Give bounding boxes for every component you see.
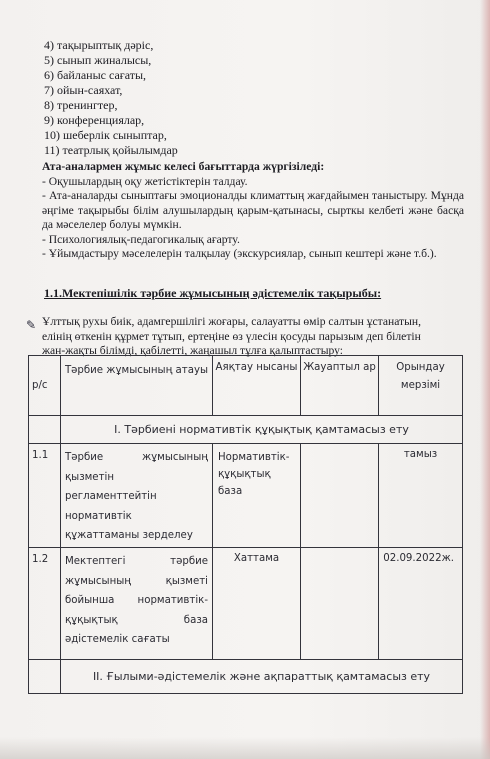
activity-line: әдістемелік сағаты [65, 634, 170, 645]
section-row [29, 660, 463, 694]
header-deadline: Орындау мерзімі [379, 356, 463, 416]
intro-line-1: Ұлттық рухы биік, адамгершілігі жоғары, салауатты өмір салтын ұстанатын, [42, 315, 422, 328]
header-activity: Тәрбие жұмысының атауы [61, 356, 213, 416]
parents-heading: Ата-аналармен жұмыс келесі бағыттарда жүргізіледі: [42, 160, 325, 173]
activity-line: нормативтік [65, 510, 132, 522]
pencil-bullet-icon: ✎ [26, 318, 37, 332]
header-responsible: Жауаптыл ар [301, 356, 379, 416]
list-item: 4) тақырыптық дәріс, [44, 38, 154, 52]
activity-line: құқықтық база [65, 614, 208, 626]
row-responsible [301, 444, 379, 548]
table-header-row [29, 356, 463, 416]
parents-item-1: - Оқушылардың оқу жетістіктерін талдау. [42, 175, 248, 188]
activity-line: қызметін [65, 471, 114, 483]
plan-table [28, 355, 463, 694]
intro-line-3: жан-жақты білімді, қабілетті, жаңашыл тұлға қалыптастыру: [42, 344, 344, 357]
list-item: 5) сынып жиналысы, [44, 53, 152, 67]
header-num: р/с [29, 356, 61, 416]
row-deadline: тамыз [379, 444, 463, 548]
section-spacer-cell [29, 416, 61, 444]
row-form: Хаттама [213, 548, 301, 660]
section-1-title: I. Тәрбиені нормативтік құқықтық қамтамасыз ету [61, 416, 463, 444]
section-spacer-cell [29, 660, 61, 694]
list-item: 9) конференциялар, [44, 113, 145, 127]
row-responsible [301, 548, 379, 660]
section-row [29, 416, 463, 444]
forms-list [44, 38, 178, 158]
row-activity [61, 548, 213, 660]
row-form: Нормативтік-құқықтық база [213, 444, 301, 548]
methodical-topic-text [42, 315, 462, 359]
activity-line: Мектептегі тәрбие [65, 556, 208, 567]
row-num: 1.2 [29, 548, 61, 660]
row-activity [61, 444, 213, 548]
parents-item-2: - Ата-аналарды сыныптағы эмоционалды климаттың жағдайымен таныстыру. Мұнда әңгіме тақырыбы білім алушылардың қарым-қатынасы, сырткы келбеті және басқа да мәселелер болуы мүмкін. [42, 189, 464, 231]
list-item: 6) байланыс сағаты, [44, 68, 147, 82]
parents-item-4: - Ұйымдастыру мәселелерін талқылау (экскурсиялар, сынып кештері және т.б.). [42, 247, 437, 260]
list-item: 10) шеберлік сыныптар, [44, 128, 167, 142]
parents-item-3: - Психологиялық-педагогикалық ағарту. [42, 233, 240, 246]
list-item: 7) ойын-саяхат, [44, 83, 123, 97]
activity-line: жұмысының қызметі [65, 575, 208, 587]
activity-line: регламенттейтін [65, 491, 157, 502]
activity-line: Тәрбие жұмысының [65, 452, 208, 463]
row-num: 1.1 [29, 444, 61, 548]
section-2-title: II. Ғылыми-әдістемелік және ақпараттық қамтамасыз ету [61, 660, 463, 694]
intro-line-2: елінің өткенін құрмет тұтып, ертеңіне өз үлесін қосуды парызым деп білетін [42, 329, 421, 343]
page-bottom-shadow [0, 737, 490, 759]
header-form: Аяқтау нысаны [213, 356, 301, 416]
page-edge-shadow [480, 0, 490, 759]
row-deadline: 02.09.2022ж. [379, 548, 463, 660]
list-item: 8) тренингтер, [44, 98, 118, 112]
section-title: 1.1.Мектепішілік тәрбие жұмысының әдістемелік тақырыбы: [44, 286, 382, 300]
table-row [29, 548, 463, 660]
table-row [29, 444, 463, 548]
activity-line: құжаттаманы зерделеу [65, 530, 193, 541]
list-item: 11) театрлық қойылымдар [44, 143, 178, 157]
activity-line: бойынша нормативтік- [65, 595, 208, 606]
